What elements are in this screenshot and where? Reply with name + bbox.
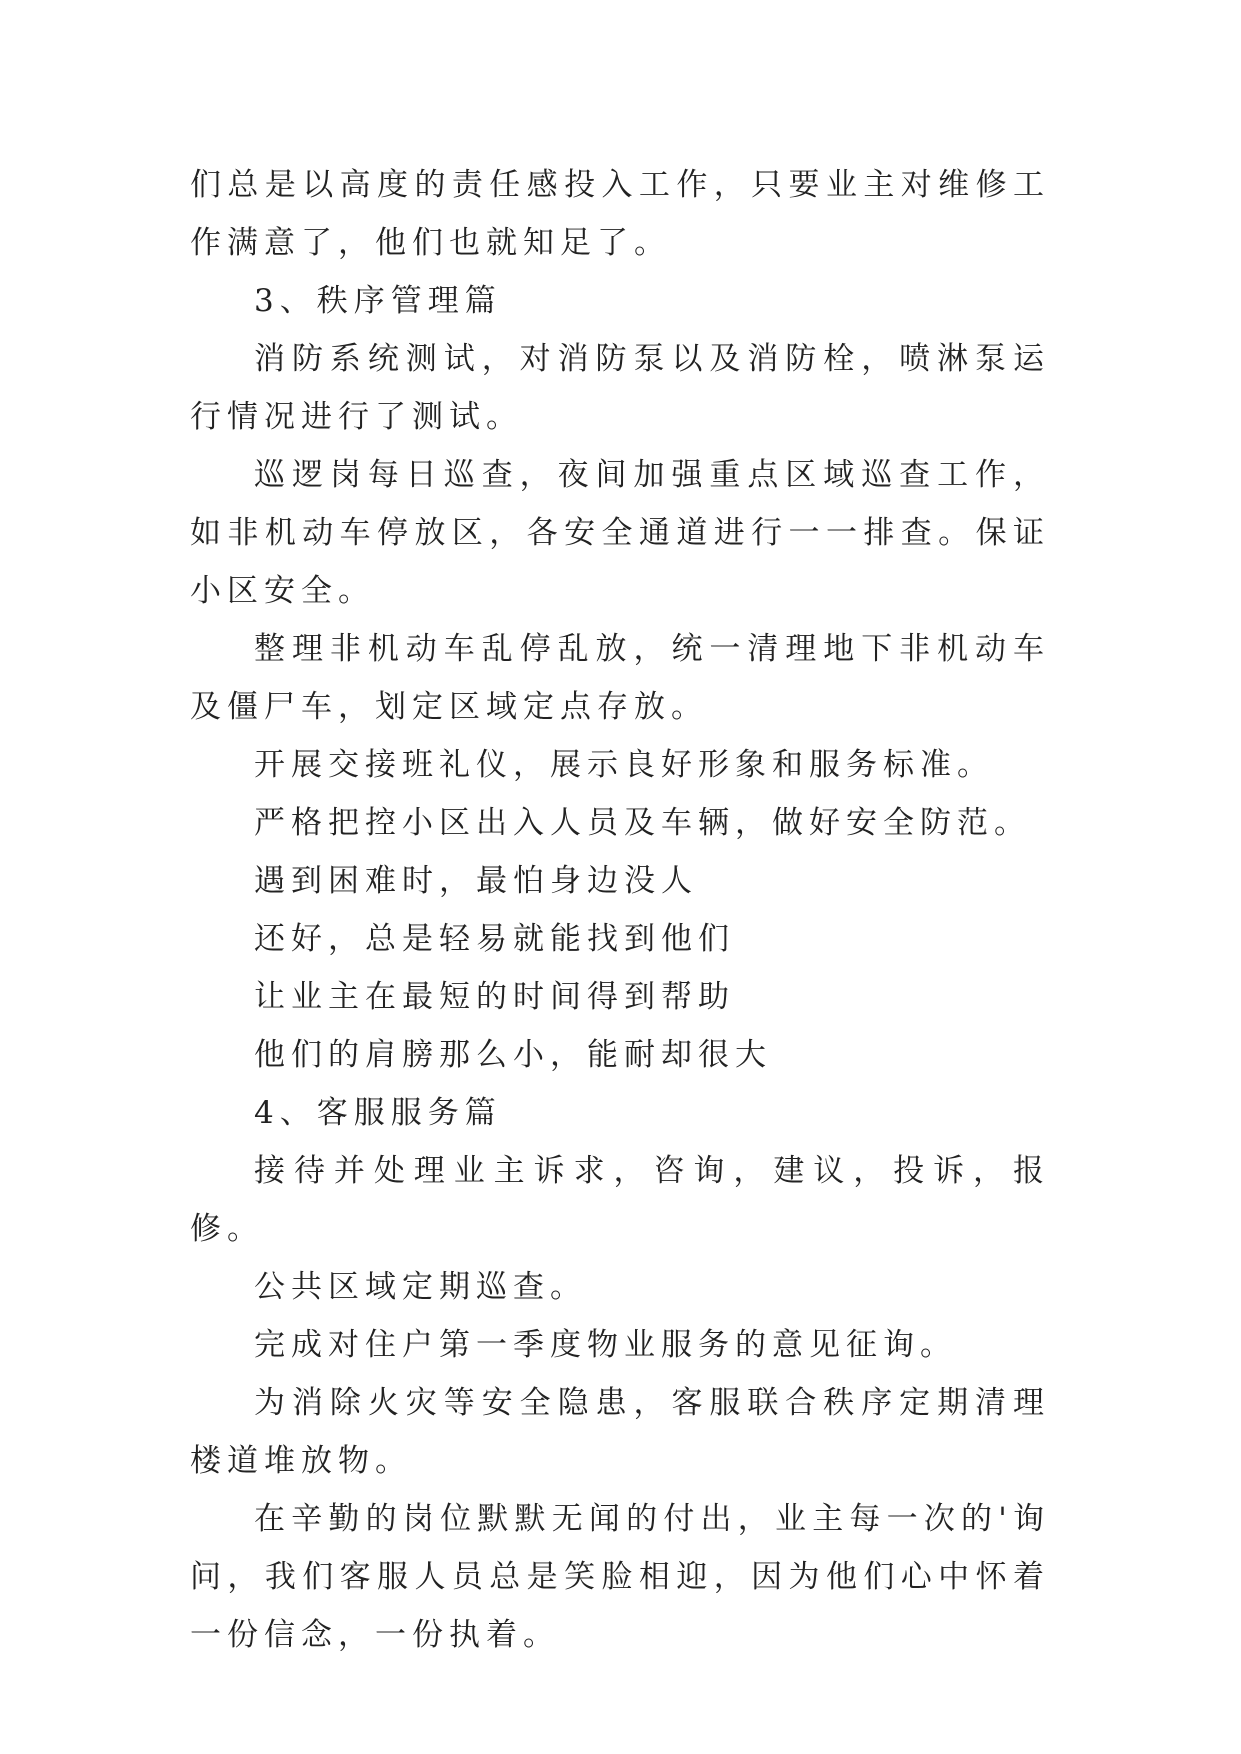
paragraph-fire-hazard-cleanup: 为消除火灾等安全隐患，客服联合秩序定期清理楼道堆放物。 xyxy=(190,1385,1050,1479)
paragraph-dedication: 在辛勤的岗位默默无闻的付出，业主每一次的'询问，我们客服人员总是笑脸相迎，因为他们心中怀着一份信念，一份执着。 xyxy=(190,1501,1050,1653)
paragraph-patrol: 巡逻岗每日巡查，夜间加强重点区域巡查工作，如非机动车停放区，各安全通道进行一一排查。保证小区安全。 xyxy=(190,457,1050,609)
paragraph-continuation: 们总是以高度的责任感投入工作，只要业主对维修工作满意了，他们也就知足了。 xyxy=(190,167,1050,261)
section-heading-order-management: 3、秩序管理篇 xyxy=(254,283,502,319)
paragraph-access-control: 严格把控小区出入人员及车辆，做好安全防范。 xyxy=(254,805,1031,841)
section-heading-customer-service: 4、客服服务篇 xyxy=(254,1095,502,1131)
poem-line: 还好，总是轻易就能找到他们 xyxy=(254,921,735,957)
poem-line: 遇到困难时，最怕身边没人 xyxy=(254,863,698,899)
paragraph-fire-system-test: 消防系统测试，对消防泵以及消防栓，喷淋泵运行情况进行了测试。 xyxy=(190,341,1050,435)
paragraph-public-area-inspection: 公共区域定期巡查。 xyxy=(254,1269,587,1305)
paragraph-shift-handover: 开展交接班礼仪，展示良好形象和服务标准。 xyxy=(254,747,994,783)
poem-line: 他们的肩膀那么小，能耐却很大 xyxy=(254,1037,772,1073)
paragraph-bike-cleanup: 整理非机动车乱停乱放，统一清理地下非机动车及僵尸车，划定区域定点存放。 xyxy=(190,631,1050,725)
paragraph-survey: 完成对住户第一季度物业服务的意见征询。 xyxy=(254,1327,957,1363)
document-body xyxy=(190,156,1050,1664)
paragraph-reception: 接待并处理业主诉求，咨询，建议，投诉，报修。 xyxy=(190,1153,1050,1247)
poem-line: 让业主在最短的时间得到帮助 xyxy=(254,979,735,1015)
